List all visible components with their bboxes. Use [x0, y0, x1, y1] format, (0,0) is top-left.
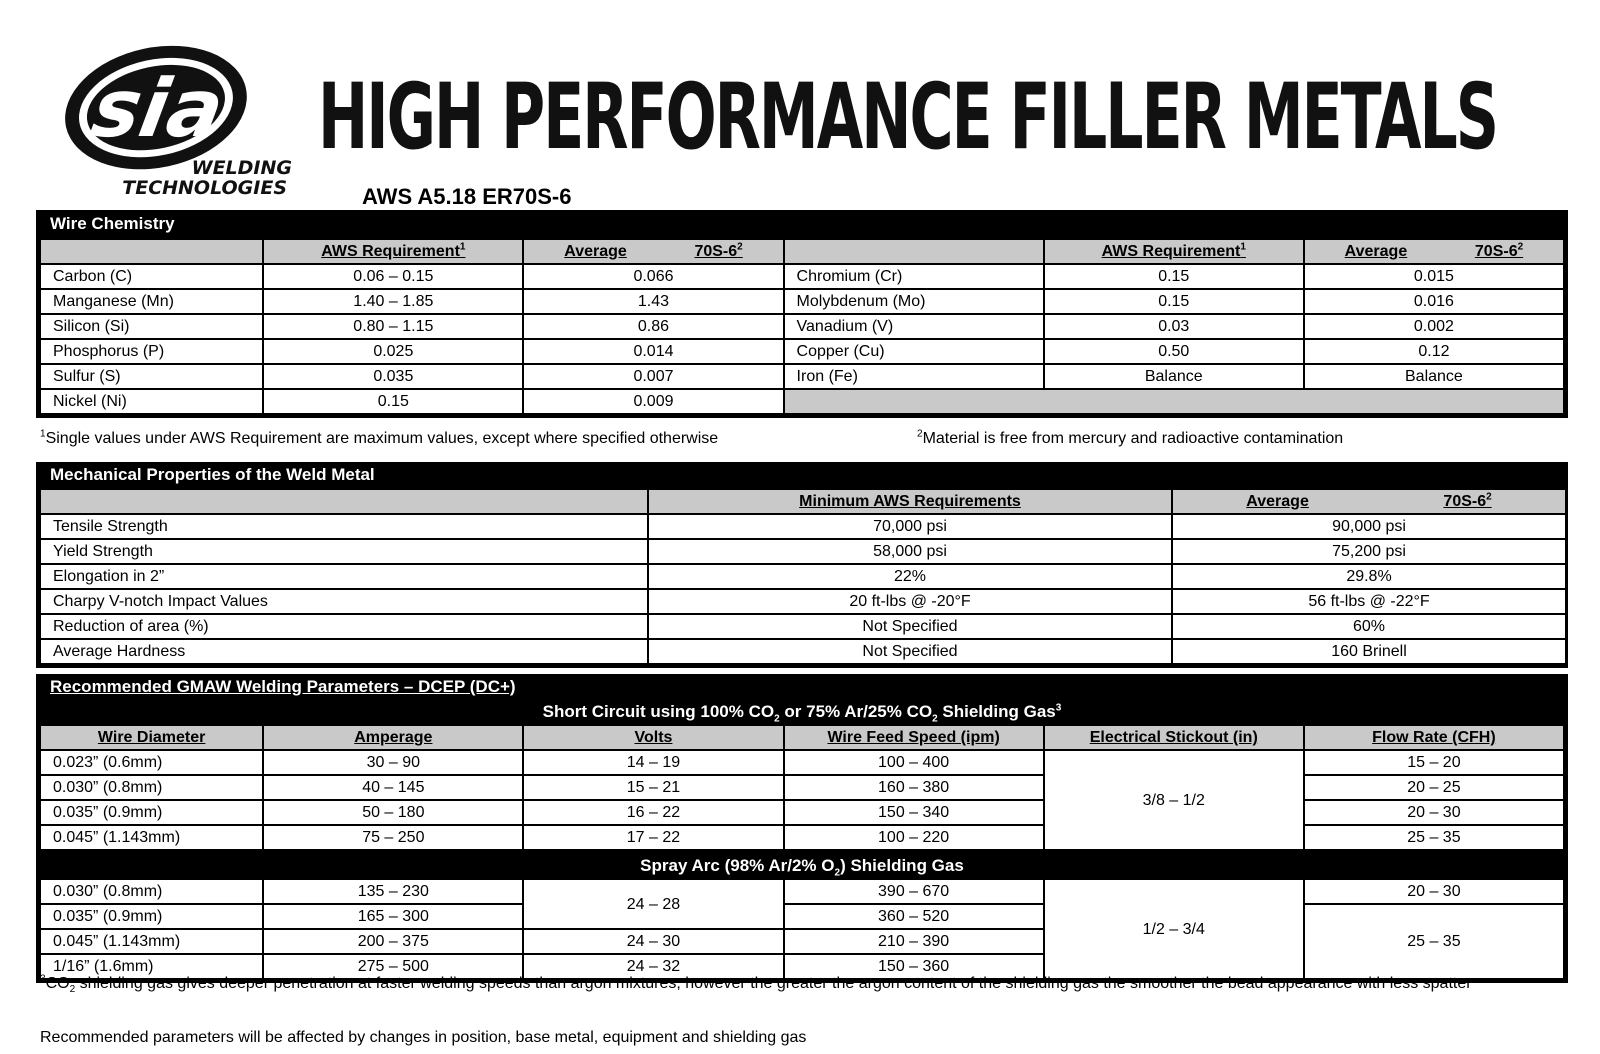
min-cell: Not Specified — [648, 614, 1172, 639]
table-row — [40, 879, 1564, 904]
aws-cell: 0.15 — [1044, 264, 1304, 289]
element-cell: Silicon (Si) — [40, 314, 263, 339]
table-header-row — [40, 489, 1566, 514]
element-cell: Copper (Cu) — [784, 339, 1044, 364]
table-row — [40, 775, 1564, 800]
header-cell: AWS Requirement$^1$ — [263, 239, 523, 264]
mechanical-section — [36, 462, 1568, 668]
amperage-cell: 135 – 230 — [263, 879, 523, 904]
footnote-3: $^3CO_2$ shielding gas gives deeper penetration at faster welding speeds than argon mixtures, however the greater the argon content of the shielding gas the smoother the bead appearance with less spatter — [40, 973, 1472, 996]
table-row — [40, 514, 1566, 539]
wire-feed-cell: 100 – 220 — [784, 825, 1044, 850]
table-header-row — [40, 239, 1564, 264]
amperage-cell: 165 – 300 — [263, 904, 523, 929]
footnote-1: $^1$Single values under AWS Requirement are maximum values, except where specified otherwise — [40, 428, 719, 447]
header-cell: Amperage — [263, 725, 523, 750]
header-cell: Wire Diameter — [40, 725, 263, 750]
header-cell: Average $70S-6^2$ — [1304, 239, 1564, 264]
wire-feed-cell: 100 – 400 — [784, 750, 1044, 775]
header-cell — [784, 239, 1044, 264]
volts-cell: 17 – 22 — [523, 825, 783, 850]
min-cell: 20 ft-lbs @ -20°F — [648, 589, 1172, 614]
logo-tagline-2: TECHNOLOGIES — [122, 177, 287, 199]
avg-cell: 0.002 — [1304, 314, 1564, 339]
short-circuit-subheading: Short Circuit using 100% $CO_2$ or 75% Ar/25% $CO_2$ Shielding Gas$^3$ — [36, 700, 1568, 724]
header-cell: Flow Rate (CFH) — [1304, 725, 1564, 750]
table-row — [40, 614, 1566, 639]
header-cell: Wire Feed Speed (ipm) — [784, 725, 1044, 750]
aws-cell: 0.15 — [263, 389, 523, 414]
flow-cell: 25 – 35 — [1304, 904, 1564, 979]
header-cell: Average $70S-6^2$ — [1172, 489, 1566, 514]
aws-cell: Balance — [1044, 364, 1304, 389]
product-spec: AWS A5.18 ER70S-6 — [362, 184, 572, 209]
aws-cell: 1.40 – 1.85 — [263, 289, 523, 314]
wire-feed-cell: 160 – 380 — [784, 775, 1044, 800]
section-title: Wire Chemistry — [36, 210, 1568, 238]
spray-arc-subheading: Spray Arc (98% Ar/2% $O_2$) Shielding Gas — [36, 854, 1568, 878]
table-row — [40, 904, 1564, 929]
diameter-cell: 0.023” (0.6mm) — [40, 750, 263, 775]
table-row — [40, 289, 1564, 314]
avg-cell: 29.8% — [1172, 564, 1566, 589]
amperage-cell: 275 – 500 — [263, 954, 523, 979]
aws-cell: 0.025 — [263, 339, 523, 364]
table-row — [40, 314, 1564, 339]
min-cell: 70,000 psi — [648, 514, 1172, 539]
aws-cell: 0.06 – 0.15 — [263, 264, 523, 289]
stickout-cell: 3/8 – 1/2 — [1044, 750, 1304, 850]
element-cell: Vanadium (V) — [784, 314, 1044, 339]
table-header-row — [40, 725, 1564, 750]
element-cell: Nickel (Ni) — [40, 389, 263, 414]
volts-cell: 15 – 21 — [523, 775, 783, 800]
stickout-cell: 1/2 – 3/4 — [1044, 879, 1304, 979]
mechanical-table — [39, 488, 1567, 665]
amperage-cell: 50 – 180 — [263, 800, 523, 825]
min-cell: 58,000 psi — [648, 539, 1172, 564]
wire-feed-cell: 150 – 340 — [784, 800, 1044, 825]
avg-cell: 0.12 — [1304, 339, 1564, 364]
property-cell: Charpy V-notch Impact Values — [40, 589, 648, 614]
avg-cell: 160 Brinell — [1172, 639, 1566, 664]
header-cell: AWS Requirement$^1$ — [1044, 239, 1304, 264]
flow-cell: 15 – 20 — [1304, 750, 1564, 775]
aws-cell: 0.035 — [263, 364, 523, 389]
element-cell: Phosphorus (P) — [40, 339, 263, 364]
diameter-cell: 0.030” (0.8mm) — [40, 879, 263, 904]
aws-cell: 0.15 — [1044, 289, 1304, 314]
volts-cell: 24 – 32 — [523, 954, 783, 979]
property-cell: Elongation in 2” — [40, 564, 648, 589]
table-row — [40, 339, 1564, 364]
table-row — [40, 364, 1564, 389]
avg-cell: 0.007 — [523, 364, 783, 389]
aws-cell: 0.50 — [1044, 339, 1304, 364]
table-row — [40, 800, 1564, 825]
diameter-cell: 0.045” (1.143mm) — [40, 929, 263, 954]
volts-cell: 14 – 19 — [523, 750, 783, 775]
table-row — [40, 539, 1566, 564]
property-cell: Tensile Strength — [40, 514, 648, 539]
avg-cell: 60% — [1172, 614, 1566, 639]
company-logo — [44, 28, 300, 200]
header-cell: Volts — [523, 725, 783, 750]
final-note: Recommended parameters will be affected by changes in position, base metal, equipment and shielding gas — [40, 1029, 807, 1046]
table-row — [40, 589, 1566, 614]
element-cell: Iron (Fe) — [784, 364, 1044, 389]
avg-cell: 56 ft-lbs @ -22°F — [1172, 589, 1566, 614]
amperage-cell: 75 – 250 — [263, 825, 523, 850]
aws-cell: 0.03 — [1044, 314, 1304, 339]
avg-cell: 0.015 — [1304, 264, 1564, 289]
avg-cell: 0.86 — [523, 314, 783, 339]
avg-cell: Balance — [1304, 364, 1564, 389]
avg-cell: 75,200 psi — [1172, 539, 1566, 564]
amperage-cell: 40 – 145 — [263, 775, 523, 800]
section-title: Recommended GMAW Welding Parameters – DCEP (DC+) — [36, 674, 1568, 700]
flow-cell: 20 – 25 — [1304, 775, 1564, 800]
table-row — [40, 389, 1564, 414]
wire-feed-cell: 210 – 390 — [784, 929, 1044, 954]
diameter-cell: 0.035” (0.9mm) — [40, 800, 263, 825]
volts-cell: 16 – 22 — [523, 800, 783, 825]
avg-cell: 0.014 — [523, 339, 783, 364]
min-cell: Not Specified — [648, 639, 1172, 664]
table-row — [40, 639, 1566, 664]
page-title: HIGH PERFORMANCE FILLER METALS — [318, 65, 1498, 170]
element-cell: Manganese (Mn) — [40, 289, 263, 314]
avg-cell: 90,000 psi — [1172, 514, 1566, 539]
gmaw-section — [36, 674, 1568, 983]
avg-cell: 0.009 — [523, 389, 783, 414]
table-row — [40, 825, 1564, 850]
flow-cell: 20 – 30 — [1304, 800, 1564, 825]
header-cell — [40, 489, 648, 514]
diameter-cell: 1/16” (1.6mm) — [40, 954, 263, 979]
min-cell: 22% — [648, 564, 1172, 589]
wire-feed-cell: 360 – 520 — [784, 904, 1044, 929]
diameter-cell: 0.045” (1.143mm) — [40, 825, 263, 850]
property-cell: Reduction of area (%) — [40, 614, 648, 639]
amperage-cell: 200 – 375 — [263, 929, 523, 954]
header-cell: Minimum AWS Requirements — [648, 489, 1172, 514]
section-title: Mechanical Properties of the Weld Metal — [36, 462, 1568, 488]
flow-cell: 20 – 30 — [1304, 879, 1564, 904]
wire-chemistry-section — [36, 210, 1568, 418]
logo-wordmark: sia — [84, 62, 231, 156]
avg-cell: 0.016 — [1304, 289, 1564, 314]
wire-feed-cell: 390 – 670 — [784, 879, 1044, 904]
diameter-cell: 0.035” (0.9mm) — [40, 904, 263, 929]
avg-cell: 1.43 — [523, 289, 783, 314]
wire-feed-cell: 150 – 360 — [784, 954, 1044, 979]
header-cell: Average $70S-6^2$ — [523, 239, 783, 264]
element-cell: Chromium (Cr) — [784, 264, 1044, 289]
volts-cell: 24 – 30 — [523, 929, 783, 954]
avg-cell: 0.066 — [523, 264, 783, 289]
empty-gray-cell — [784, 389, 1564, 414]
header-cell: Electrical Stickout (in) — [1044, 725, 1304, 750]
table-row — [40, 264, 1564, 289]
amperage-cell: 30 – 90 — [263, 750, 523, 775]
property-cell: Average Hardness — [40, 639, 648, 664]
table-row — [40, 750, 1564, 775]
wire-chemistry-table — [39, 238, 1565, 415]
logo-tagline-1: WELDING — [191, 157, 292, 179]
property-cell: Yield Strength — [40, 539, 648, 564]
element-cell: Sulfur (S) — [40, 364, 263, 389]
element-cell: Molybdenum (Mo) — [784, 289, 1044, 314]
spray-arc-table — [39, 878, 1565, 980]
table-row — [40, 564, 1566, 589]
aws-cell: 0.80 – 1.15 — [263, 314, 523, 339]
element-cell: Carbon (C) — [40, 264, 263, 289]
volts-cell: 24 – 28 — [523, 879, 783, 929]
flow-cell: 25 – 35 — [1304, 825, 1564, 850]
diameter-cell: 0.030” (0.8mm) — [40, 775, 263, 800]
header-cell — [40, 239, 263, 264]
footnote-2: $^2$Material is free from mercury and radioactive contamination — [917, 428, 1344, 447]
short-circuit-table — [39, 724, 1565, 851]
